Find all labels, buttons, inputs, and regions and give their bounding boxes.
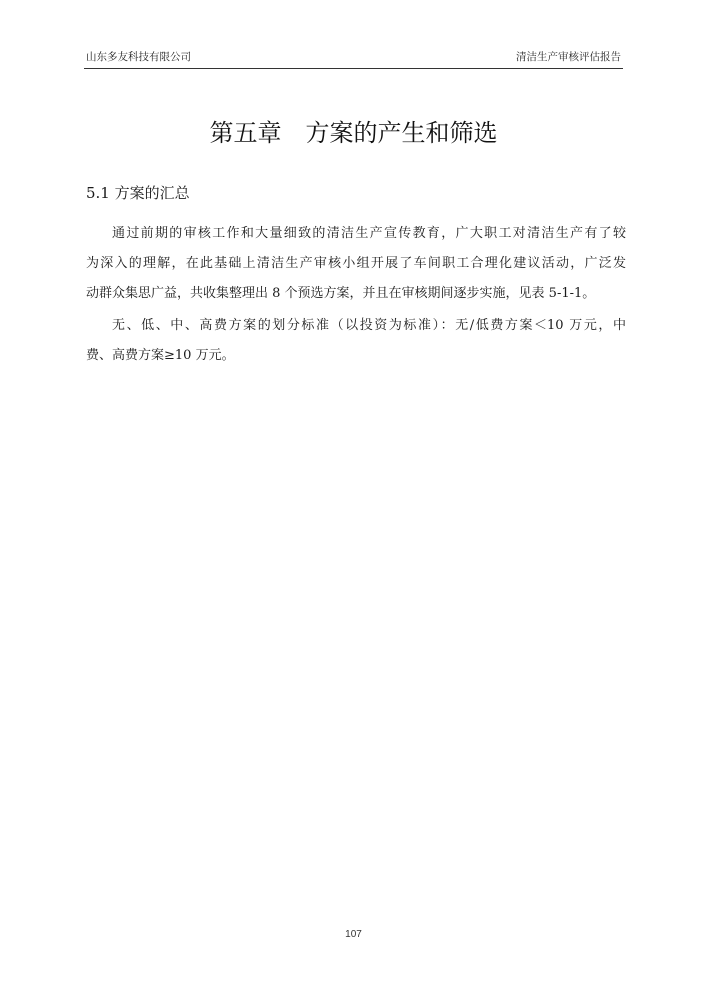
page-header <box>84 50 623 69</box>
section-heading: 5.1 方案的汇总 <box>86 184 190 202</box>
paragraph-line: 无、低、中、高费方案的划分标准（以投资为标准）：无/低费方案＜10 万元，中 <box>112 318 626 333</box>
page-number: 107 <box>345 929 362 940</box>
paragraph-line: 通过前期的审核工作和大量细致的清洁生产宣传教育，广大职工对清洁生产有了较 <box>112 226 626 241</box>
paragraph-line: 动群众集思广益，共收集整理出 8 个预选方案，并且在审核期间逐步实施，见表 5-1-1。 <box>86 286 596 301</box>
paragraph-cost-criteria <box>86 311 626 371</box>
header-company-name: 山东多友科技有限公司 <box>86 51 191 63</box>
paragraph-summary <box>86 219 626 309</box>
paragraph-line: 为深入的理解，在此基础上清洁生产审核小组开展了车间职工合理化建议活动，广泛发 <box>86 256 626 271</box>
header-report-title: 清洁生产审核评估报告 <box>516 51 621 63</box>
chapter-title: 第五章 方案的产生和筛选 <box>209 119 498 147</box>
paragraph-line: 费、高费方案≥10 万元。 <box>86 348 235 363</box>
